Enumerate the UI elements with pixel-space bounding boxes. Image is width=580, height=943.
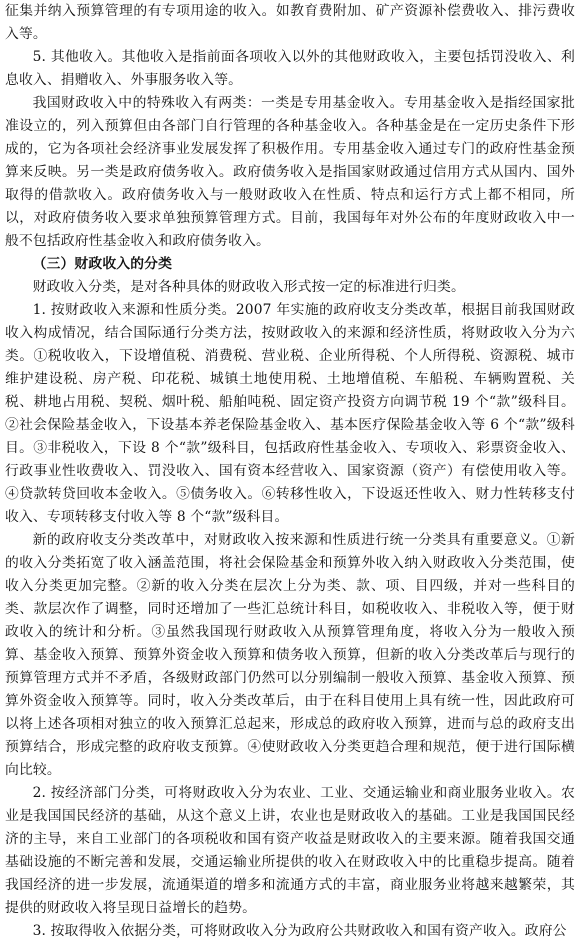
paragraph-continuation: 征集并纳入预算管理的有专项用途的收入。如教育费附加、矿产资源补偿费收入、排污费收入等。 <box>5 3 575 42</box>
document-page <box>5 0 575 943</box>
paragraph-by-source-and-nature: 1. 按财政收入来源和性质分类。2007 年实施的政府收支分类改革，根据目前我国财政收入构成情况，结合国际通行分类方法，按财政收入的来源和经济性质，将财政收入分为六类。①税收收入，下设增值税、消费税、营业税、企业所得税、个人所得税、资源税、城市维护建设税、房产税、印花税、城镇土地使用税、土地增值税、车船税、车辆购置税、关税、耕地占用税、契税、烟叶税、船舶吨税、固定资产投资方向调节税 19 个“款”级科目。②社会保险基金收入，下设基本养老保险基金收入、基本医疗保险基金收入等 6 个“款”级科目。③非税收入，下设 8 个“款”级科目，包括政府性基金收入、专项收入、彩票资金收入、行政事业性收费收入、罚没收入、国有资本经营收入、国家资源（资产）有偿使用收入等。④贷款转贷回收本金收入。⑤债务收入。⑥转移性收入，下设返还性收入、财力性转移支付收入、专项转移支付收入等 8 个“款”级科目。 <box>5 302 575 525</box>
paragraph-by-economic-sector: 2. 按经济部门分类，可将财政收入分为农业、工业、交通运输业和商业服务业收入。农业是我国国民经济的基础，从这个意义上讲，农业也是财政收入的基础。工业是我国国民经济的主导，来自工业部门的各项税收和国有资产收益是财政收入的主要来源。随着我国交通基础设施的不断完善和发展，交通运输业所提供的收入在财政收入中的比重稳步提高。随着我国经济的进一步发展，流通渠道的增多和流通方式的丰富，商业服务业将越来越繁荣，其提供的财政收入将呈现日益增长的趋势。 <box>5 785 575 916</box>
paragraph-other-income: 5. 其他收入。其他收入是指前面各项收入以外的其他财政收入，主要包括罚没收入、利息收入、捐赠收入、外事服务收入等。 <box>5 49 575 88</box>
section-heading: （三）财政收入的分类 <box>32 256 173 272</box>
paragraph-by-income-basis: 3. 按取得收入依据分类，可将财政收入分为政府公共财政收入和国有资产收入。政府公 <box>32 923 567 939</box>
paragraph-special-income: 我国财政收入中的特殊收入有两类：一类是专用基金收入。专用基金收入是指经国家批准设立的，列入预算但由各部门自行管理的各种基金收入。各种基金是在一定历史条件下形成的，它为各项社会经济事业发展发挥了积极作用。专用基金收入通过专门的政府性基金预算来反映。另一类是政府债务收入。政府债务收入是指国家财政通过信用方式从国内、国外取得的借款收入。政府债务收入与一般财政收入在性质、特点和运行方式上都不相同，所以，对政府债务收入要求单独预算管理方式。目前，我国每年对外公布的年度财政收入中一般不包括政府性基金收入和政府债务收入。 <box>5 95 575 249</box>
paragraph-classification-intro: 财政收入分类，是对各种具体的财政收入形式按一定的标准进行归类。 <box>32 279 465 295</box>
paragraph-reform-significance: 新的政府收支分类改革中，对财政收入按来源和性质进行统一分类具有重要意义。①新的收入分类拓宽了收入涵盖范围，将社会保险基金和预算外收入纳入财政收入分类范围，使收入分类更加完整。②新的收入分类在层次上分为类、款、项、目四级，并对一些科目的类、款层次作了调整，同时还增加了一些汇总统计科目，如税收收入、非税收入等，便于财政收入的统计和分析。③虽然我国现行财政收入从预算管理角度，将收入分为一般收入预算、基金收入预算、预算外资金收入预算和债务收入预算，但新的收入分类改革后与现行的预算管理方式并不矛盾，各级财政部门仍然可以分别编制一般收入预算、基金收入预算、预算外资金收入预算等。同时，收入分类改革后，由于在科目使用上具有统一性，因此政府可以将上述各项相对独立的收入预算汇总起来，形成总的政府收入预算，进而与总的政府支出预算结合，形成完整的政府收支预算。④使财政收入分类更趋合理和规范，便于进行国际横向比较。 <box>5 532 575 778</box>
